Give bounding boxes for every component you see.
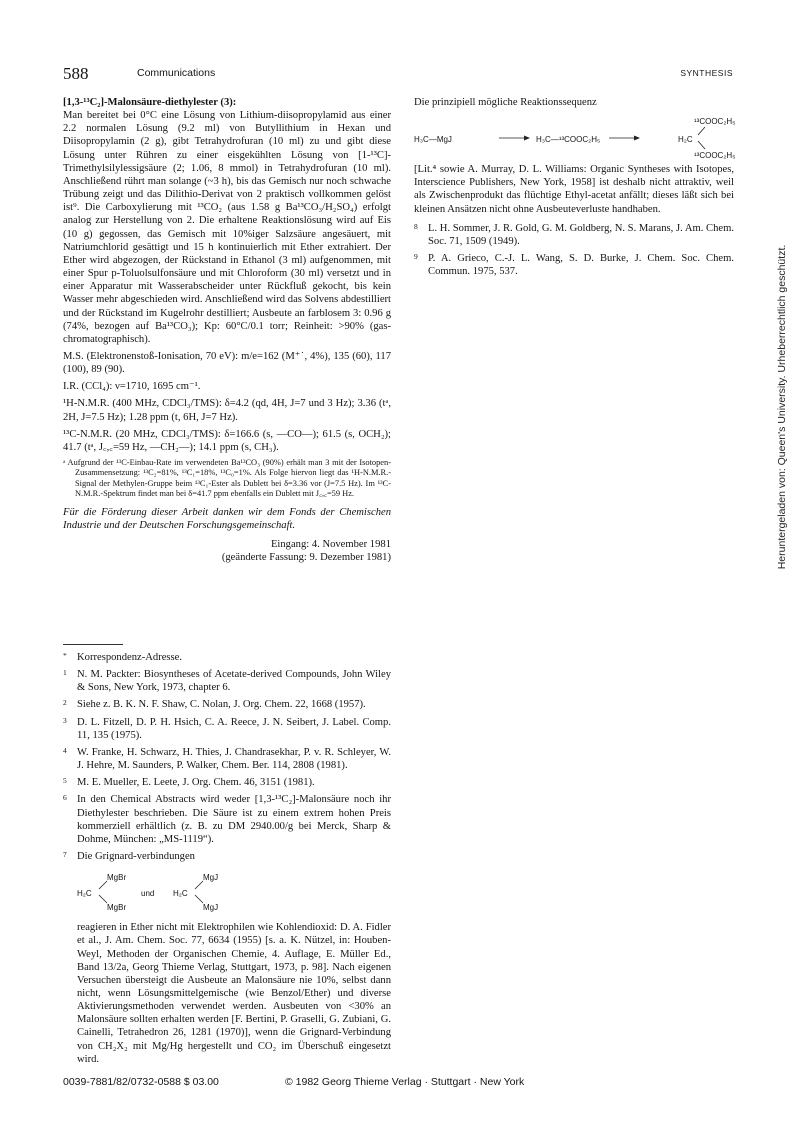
ir-data: I.R. (CCl₄): ν=1710, 1695 cm⁻¹.: [63, 381, 201, 393]
footnote-item: * Korrespondenz-Adresse.: [63, 651, 183, 663]
mgbr-bottom: MgBr: [107, 903, 127, 913]
lit-note: [Lit.⁴ sowie A. Murray, D. L. Williams: Organic Syntheses with Isotopes, Interscience Publishers, New York, 1958] ist deshalb nicht attraktiv, weil als Zwischenprodukt das flüchtige Ethyl-acetat anfällt; dieses läßt sich bei kleinen Ansätzen nicht ohne Ausbeuteverluste handhaben.: [414, 164, 734, 215]
reaction-intro: Die prinzipiell mögliche Reaktionssequenz: [414, 97, 597, 108]
isotope-note: ᵃ Aufgrund der ¹³C-Einbau-Rate im verwendeten Ba¹³CO₃ (90%) erhält man 3 mit der Isotopen-Zusammensetzung: ¹³C₂=81%, ¹³C₁=18%, ¹³C₀=1%. Als Folge hiervon liegt das ¹H-N.M.R.-Signal der Methylen-Gruppe beim ¹³C₁-Ester als Dublett bei δ=3.36 vor (J=7.5 Hz). Im ¹³C-N.M.R.-Spektrum findet man bei δ=41.7 ppm ebenfalls ein Dublett mit J꜀,꜀=59 Hz.: [63, 458, 391, 499]
footnote-divider: [63, 644, 123, 645]
ms-data: M.S. (Elektronenstoß-Ionisation, 70 eV): m/e=162 (M⁺˙, 4%), 135 (60), 117 (100), 89 (90).: [63, 350, 391, 376]
h2c-right: H₂C: [173, 889, 188, 899]
footnote-item: 4 W. Franke, H. Schwarz, H. Thies, J. Chandrasekhar, P. v. R. Schleyer, W. J. Hehre, M. Saunders, P. Walker, Chem. Ber. 114, 2808 (1981).: [63, 745, 391, 772]
received-date: Eingang: 4. November 1981: [270, 539, 391, 550]
product-bottom: ¹³COOC₂H₅: [694, 151, 736, 161]
reaction-scheme: [414, 111, 734, 163]
right-column: [414, 96, 734, 278]
footnote-item: 7 Die Grignard-verbindungen: [63, 850, 195, 863]
hnmr-data: ¹H-N.M.R. (400 MHz, CDCl₃/TMS): δ=4.2 (qd, 4H, J=7 und 3 Hz); 3.36 (tᵃ, 2H, J=7.5 Hz); 1.28 ppm (t, 6H, J=7 Hz).: [63, 398, 391, 423]
footnote-item: 1 N. M. Packter: Biosyntheses of Acetate-derived Compounds, John Wiley & Sons, New York, 1973, chapter 6.: [63, 668, 391, 694]
reference-item: 8 L. H. Sommer, J. R. Gold, G. M. Goldberg, N. S. Marans, J. Am. Chem. Soc. 71, 1509 (1949).: [414, 221, 734, 247]
grignard-structures: [63, 867, 391, 915]
journal-name: SYNTHESIS: [680, 68, 733, 78]
footnote-item: 6 In den Chemical Abstracts wird weder [1,3-¹³C₂]-Malonsäure noch ihr Diethylester beschrieben. Die Säure ist zu einem extrem hohen Preis kommerziell erhältlich (z. B. zu DM 2940.00/g bei Merck, Sharp & Dohme, München: „MS-1119“).: [63, 793, 391, 845]
copyright: © 1982 Georg Thieme Verlag · Stuttgart · New York: [285, 1076, 525, 1088]
left-column: [63, 96, 391, 564]
grignard-bonds: [63, 867, 263, 915]
download-watermark: [775, 244, 789, 570]
mgbr-top: MgBr: [107, 873, 127, 883]
footnote7-continued: reagieren in Ether nicht mit Elektrophilen wie Kohlendioxid: D. A. Fidler et al., J. Am. Chem. Soc. 77, 6634 (1955) [s. a. K. Nützel, in: Houben-Weyl, Methoden der Organischen Chemie, 4. Auflage, E. Müller Ed., Band 13/2a, Georg Thieme Verlag, Stuttgart, 1973, p. 98]. Nach eigenen Versuchen übersteigt die Ausbeute an Malonsäure nie 10%, selbst dann nicht, wenn Lösungsmittelgemische (wie Benzol/Ether) und diverse Aktivierungsmethoden verwendet werden. Ausbeuten von <30% an Malonsäure sollten erhalten werden [F. Bertini, P. Graselli, G. Zubiani, G. Cainelli, Tetrahedron 26, 1281 (1970)], wenn die Grignard-Verbindung von CH₂X₂ mit Mg/Hg hergestellt und CO₂ im Überschuß eingesetzt wird.: [77, 922, 391, 1065]
mgj-top: MgJ: [203, 873, 219, 883]
acknowledgement: Für die Förderung dieser Arbeit danken wir dem Fonds der Chemischen Industrie und der Deutschen Forschungsgemeinschaft.: [63, 506, 391, 531]
footnotes: [63, 644, 391, 1066]
product-carbon: H₂C: [678, 135, 693, 145]
h2c-left: H₂C: [77, 889, 92, 899]
revised-date: (geänderte Fassung: 9. Dezember 1981): [221, 552, 391, 564]
footnote-item: 2 Siehe z. B. K. N. F. Shaw, C. Nolan, J. Org. Chem. 22, 1668 (1957).: [63, 698, 366, 711]
und-label: und: [141, 889, 155, 899]
page-header: [63, 64, 733, 84]
intermediate: H₃C—¹³COOC₂H₅: [536, 135, 601, 145]
download-watermark-text: Heruntergeladen von: Queen's University. Urheberrechtlich geschützt.: [776, 244, 788, 570]
reactant: H₃C—MgJ: [414, 135, 452, 145]
mgj-bottom: MgJ: [203, 903, 219, 913]
compound-heading: [1,3-¹³C₂]-Malonsäure-diethylester (3):: [63, 97, 237, 108]
journal-section: Communications: [137, 67, 216, 79]
footnote-item: 3 D. L. Fitzell, D. P. H. Hsich, C. A. Reece, J. N. Seibert, J. Label. Comp. 11, 135 (1975).: [63, 715, 391, 741]
issn-code: 0039-7881/82/0732-0588 $ 03.00: [63, 1076, 219, 1088]
procedure-text: Man bereitet bei 0°C eine Lösung von Lithium-diisopropylamid aus einer 2.2 normalen Lösung (9.2 ml) von Butyllithium in Hexan und Diisopropylamin (2 g), gibt Tetrahydrofuran (10 ml) zu und gibt diese Lösung unter Rühren zu einer eisgekühlten Lösung von [1-¹³C]-Trimethylsilylessigsäure (2; 1.06, 8 mmol) in Tetrahydrofuran (10 ml). Anschließend rührt man solange (~3 h), bis das Gemisch nur noch schwache Trübung zeigt und das Dilithio-Derivat von 2 praktisch vollkommen gelöst ist⁹. Die Carboxylierung mit ¹³CO₂ (aus 1.58 g Ba¹³CO₃/H₂SO₄) erfolgt analog zur Herstellung von 2. Die erhaltene Reaktionslösung wird auf Eis (10 g) gegossen, das Gemisch mit 10%iger Salzsäure angesäuert, mit Natriumchlorid gesättigt und 15 h kontinuierlich mit Ether extrahiert. Der Ether wird abgezogen, der Rückstand in Ethanol (3 ml) aufgenommen, mit einer Spur p-Toluolsulfonsäure und mit Chloroform (30 ml) versetzt und in einer Apparatur mit Wasserabscheider unter Rückfluß gekocht, bis kein Wasser mehr abgeschieden wird. Anschließend wird das Solvens abdestilliert und der Rückstand im Kugelrohr destilliert; Ausbeute an farblosem 3: 0.96 g (74%, bezogen auf Ba¹³CO₃); Kp: 60°C/0.1 torr; Reinheit: >90% (gas-chromatographisch).: [63, 110, 391, 345]
reference-item: 9 P. A. Grieco, C.-J. L. Wang, S. D. Burke, J. Chem. Soc. Chem. Commun. 1975, 537.: [414, 252, 734, 278]
product-top: ¹³COOC₂H₅: [694, 117, 736, 127]
page-number: 588: [63, 64, 89, 83]
cnmr-data: ¹³C-N.M.R. (20 MHz, CDCl₃/TMS): δ=166.6 (s, —CO—); 61.5 (s, OCH₂); 41.7 (tᵃ, J꜀,꜀=59 Hz, —CH₂—); 14.1 ppm (s, CH₃).: [63, 428, 391, 453]
footnote-item: 5 M. E. Mueller, E. Leete, J. Org. Chem. 46, 3151 (1981).: [63, 776, 315, 789]
right-references: [414, 222, 734, 279]
